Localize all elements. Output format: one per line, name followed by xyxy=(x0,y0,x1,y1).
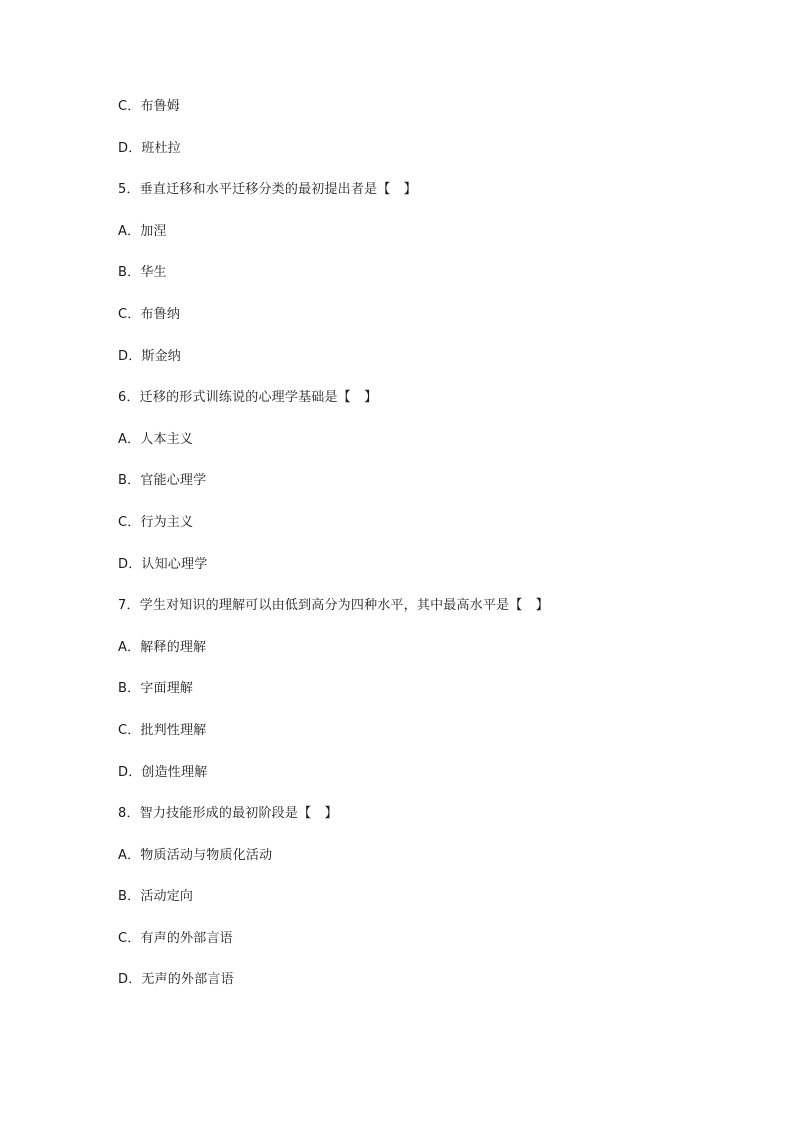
option-line: D．创造性理解 xyxy=(118,764,208,780)
option-line: B．字面理解 xyxy=(118,681,194,697)
option-line: A．解释的理解 xyxy=(118,639,207,655)
option-line: D．班杜拉 xyxy=(118,140,182,156)
option-line: B．官能心理学 xyxy=(118,473,207,489)
question-line: 7．学生对知识的理解可以由低到高分为四种水平，其中最高水平是【 】 xyxy=(118,598,549,614)
question-line: 8．智力技能形成的最初阶段是【 】 xyxy=(118,806,338,822)
option-line: D．认知心理学 xyxy=(118,556,208,572)
option-line: B．华生 xyxy=(118,265,167,281)
option-line: C．行为主义 xyxy=(118,514,194,530)
option-line: A．加涅 xyxy=(118,223,167,239)
option-line: D．无声的外部言语 xyxy=(118,972,234,988)
question-list xyxy=(118,97,678,1012)
option-line: A．物质活动与物质化活动 xyxy=(118,847,273,863)
question-line: 5．垂直迁移和水平迁移分类的最初提出者是【 】 xyxy=(118,182,417,198)
option-line: C．布鲁纳 xyxy=(118,306,181,322)
question-line: 6．迁移的形式训练说的心理学基础是【 】 xyxy=(118,390,378,406)
option-line: B．活动定向 xyxy=(118,889,194,905)
option-line: D．斯金纳 xyxy=(118,348,182,364)
option-line: C．批判性理解 xyxy=(118,722,207,738)
option-line: A．人本主义 xyxy=(118,431,194,447)
option-line: C．布鲁姆 xyxy=(118,99,181,114)
option-line: C．有声的外部言语 xyxy=(118,930,233,946)
